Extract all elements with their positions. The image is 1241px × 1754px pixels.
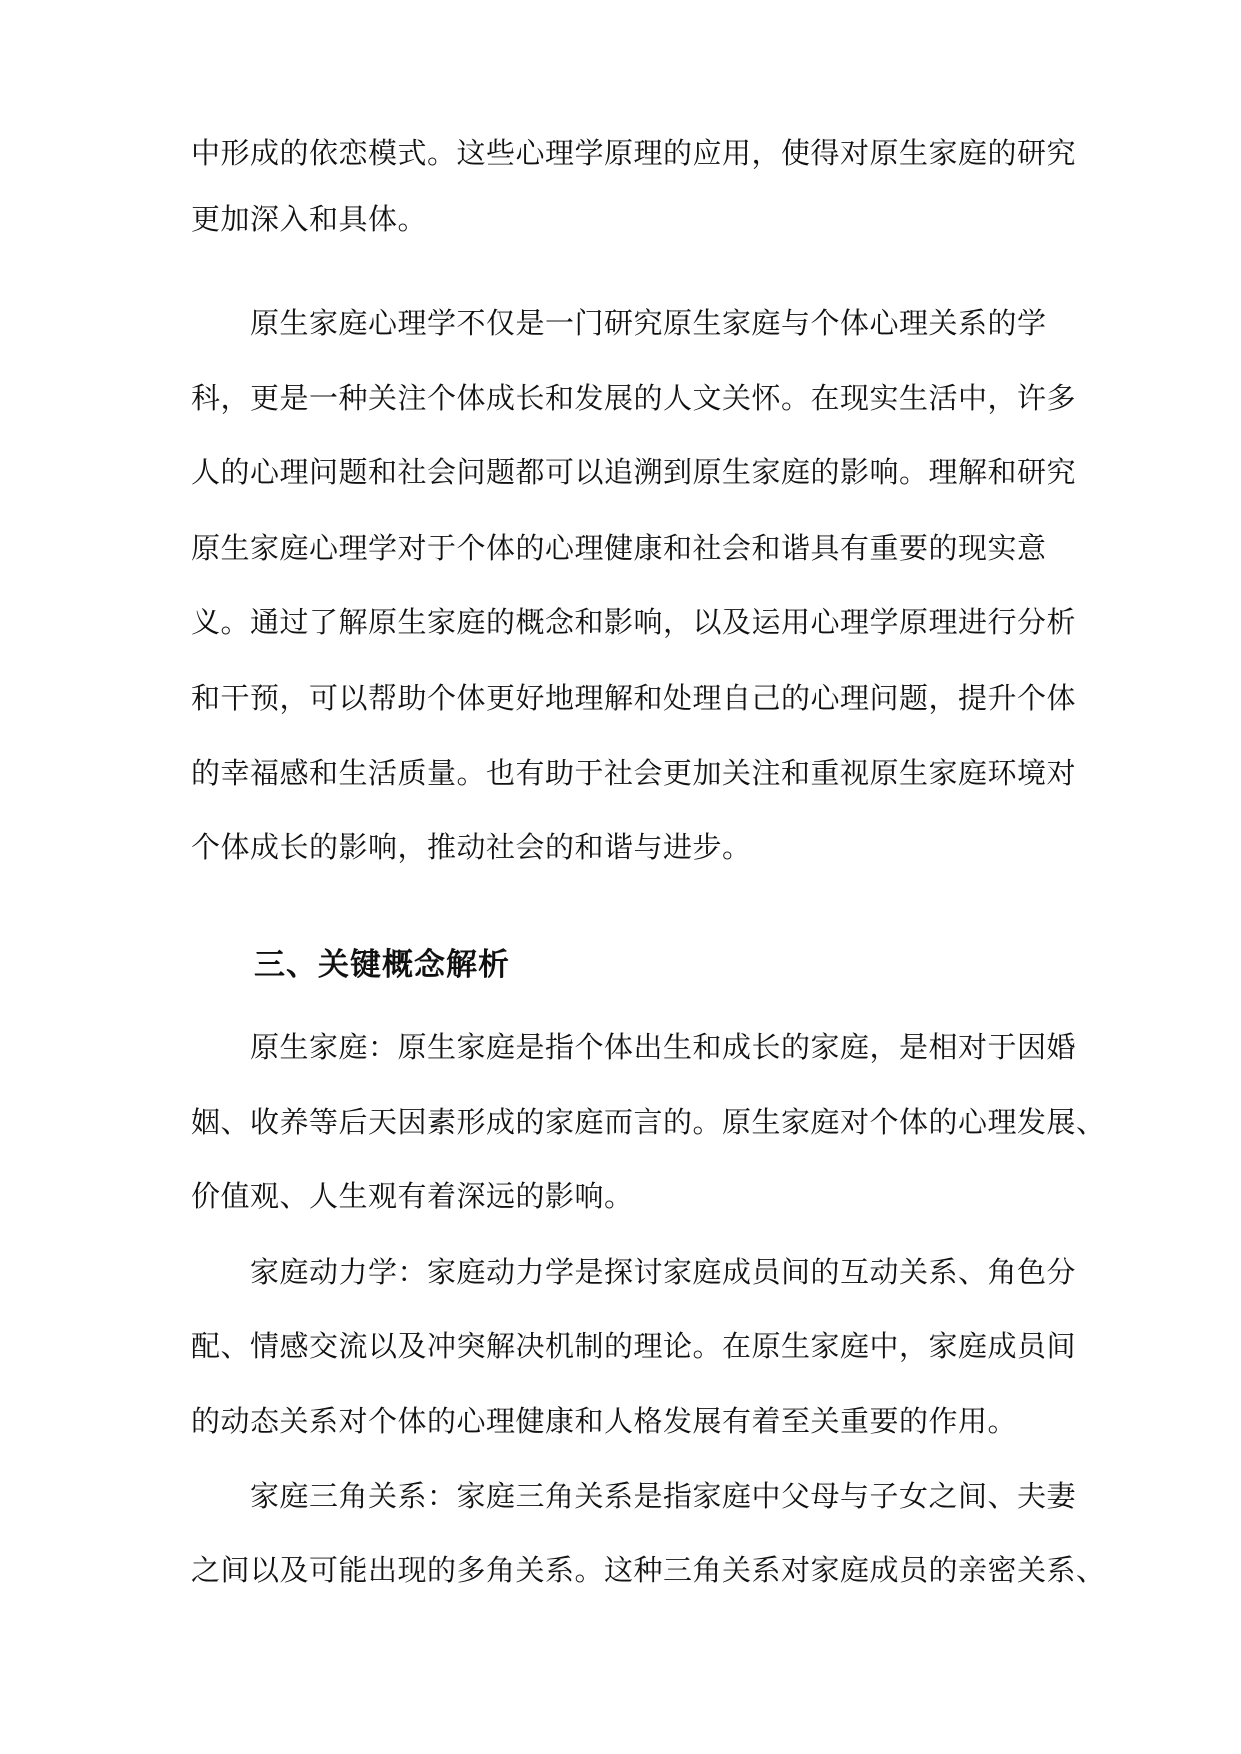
- body-line: 中形成的依恋模式。这些心理学原理的应用，使得对原生家庭的研究: [191, 136, 1077, 170]
- body-line: 之间以及可能出现的多角关系。这种三角关系对家庭成员的亲密关系、: [191, 1553, 1106, 1587]
- body-line: 的动态关系对个体的心理健康和人格发展有着至关重要的作用。: [191, 1404, 1018, 1438]
- body-line: 人的心理问题和社会问题都可以追溯到原生家庭的影响。理解和研究: [191, 455, 1077, 489]
- body-line: 更加深入和具体。: [191, 202, 428, 236]
- body-line: 个体成长的影响，推动社会的和谐与进步。: [191, 830, 752, 864]
- body-line: 原生家庭心理学对于个体的心理健康和社会和谐具有重要的现实意: [191, 531, 1047, 565]
- body-line: 姻、收养等后天因素形成的家庭而言的。原生家庭对个体的心理发展、: [191, 1105, 1106, 1139]
- body-line: 原生家庭：原生家庭是指个体出生和成长的家庭，是相对于因婚: [191, 1030, 1077, 1064]
- body-line: 原生家庭心理学不仅是一门研究原生家庭与个体心理关系的学: [191, 306, 1047, 340]
- body-line: 配、情感交流以及冲突解决机制的理论。在原生家庭中，家庭成员间: [191, 1329, 1077, 1363]
- body-line: 和干预，可以帮助个体更好地理解和处理自己的心理问题，提升个体: [191, 681, 1077, 715]
- body-line: 义。通过了解原生家庭的概念和影响，以及运用心理学原理进行分析: [191, 605, 1077, 639]
- body-line: 价值观、人生观有着深远的影响。: [191, 1179, 634, 1213]
- section-heading: 三、关键概念解析: [254, 947, 510, 983]
- body-line: 科，更是一种关注个体成长和发展的人文关怀。在现实生活中，许多: [191, 381, 1077, 415]
- body-line: 的幸福感和生活质量。也有助于社会更加关注和重视原生家庭环境对: [191, 756, 1077, 790]
- body-line: 家庭动力学：家庭动力学是探讨家庭成员间的互动关系、角色分: [191, 1255, 1077, 1289]
- body-line: 家庭三角关系：家庭三角关系是指家庭中父母与子女之间、夫妻: [191, 1479, 1077, 1513]
